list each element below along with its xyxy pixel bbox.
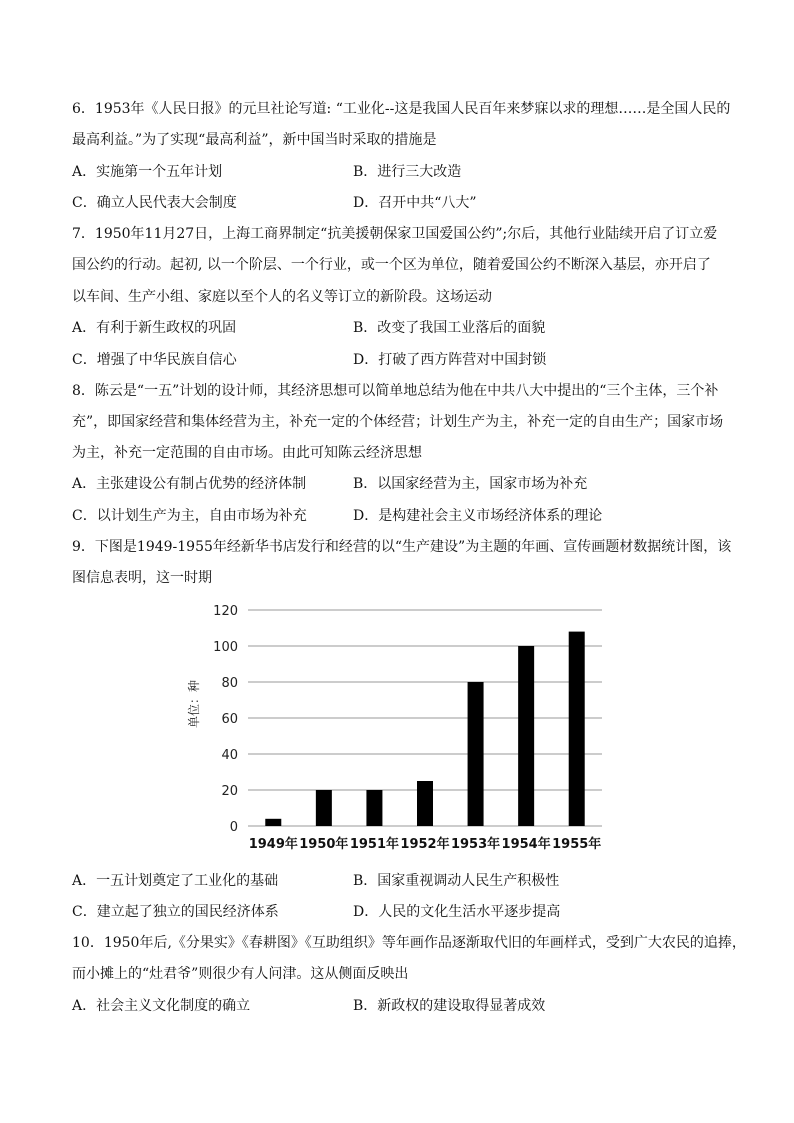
chart-bar (468, 682, 484, 826)
chart-bar (518, 646, 534, 826)
bar-chart (180, 598, 620, 860)
q9-stem-line-2: 图信息表明，这一时期 (72, 570, 212, 586)
q9-stem-line-1: 9．下图是1949-1955年经新华书店发行和经营的以“生产建设”为主题的年画、宣传画题材数据统计图，该 (72, 539, 732, 555)
chart-bar (569, 632, 585, 826)
chart-y-tick-label: 0 (229, 820, 238, 835)
q7-option-a[interactable]: A．有利于新生政权的巩固 (72, 320, 237, 336)
q9-option-a[interactable]: A．一五计划奠定了工业化的基础 (72, 873, 279, 889)
q7-option-d[interactable]: D．打破了西方阵营对中国封锁 (353, 352, 547, 368)
q6-stem-line-1: 6．1953年《人民日报》的元旦社论写道: “工业化--这是我国人民百年来梦寐以求的理想……是全国人民的 (72, 101, 731, 117)
q8-stem-line-2: 充”，即国家经营和集体经营为主，补充一定的个体经营；计划生产为主，补充一定的自由生产；国家市场 (72, 414, 724, 430)
chart-bar (265, 819, 281, 826)
q6-option-b[interactable]: B．进行三大改造 (353, 164, 462, 180)
q10-stem-line-2: 而小摊上的“灶君爷”则很少有人问津。这从侧面反映出 (72, 966, 409, 982)
chart-y-tick-label: 40 (221, 748, 238, 763)
chart-x-ticks (249, 836, 602, 852)
q8-option-d[interactable]: D．是构建社会主义市场经济体系的理论 (353, 508, 603, 524)
q6-option-c[interactable]: C．确立人民代表大会制度 (72, 195, 237, 211)
chart-y-tick-label: 60 (221, 712, 238, 727)
q8-stem-line-1: 8．陈云是“一五”计划的设计师，其经济思想可以简单地总结为他在中共八大中提出的“三个主体，三个补 (72, 383, 719, 399)
q6-stem-line-2: 最高利益。”为了实现“最高利益”，新中国当时采取的措施是 (72, 132, 437, 148)
q7-option-c[interactable]: C．增强了中华民族自信心 (72, 352, 237, 368)
chart-x-tick-label: 1953年 (450, 837, 501, 852)
q7-stem-line-3: 以车间、生产小组、家庭以至个人的名义等订立的新阶段。这场运动 (72, 289, 492, 305)
chart-x-tick-label: 1949年 (248, 837, 298, 852)
q7-option-b[interactable]: B．改变了我国工业落后的面貌 (353, 320, 546, 336)
q7-stem-line-2: 国公约的行动。起初, 以一个阶层、一个行业，或一个区为单位，随着爱国公约不断深入基层，亦开启了 (72, 257, 711, 273)
chart-y-ticks (213, 604, 238, 835)
q9-option-b[interactable]: B．国家重视调动人民生产积极性 (353, 873, 560, 889)
chart-y-axis-label: 单位：种 (187, 679, 201, 729)
chart-bars (265, 632, 584, 826)
q6-option-d[interactable]: D．召开中共“八大” (353, 195, 477, 211)
q8-option-c[interactable]: C．以计划生产为主，自由市场为补充 (72, 508, 307, 524)
q8-option-a[interactable]: A．主张建设公有制占优势的经济体制 (72, 476, 307, 492)
q6-option-a[interactable]: A．实施第一个五年计划 (72, 164, 223, 180)
q8-stem-line-3: 为主，补充一定范围的自由市场。由此可知陈云经济思想 (72, 445, 422, 461)
chart-bar (366, 790, 382, 826)
chart-x-tick-label: 1951年 (349, 837, 400, 852)
q9-option-d[interactable]: D．人民的文化生活水平逐步提高 (353, 904, 561, 920)
chart-x-tick-label: 1954年 (501, 837, 551, 852)
chart-y-tick-label: 80 (221, 676, 238, 691)
q10-option-b[interactable]: B．新政权的建设取得显著成效 (353, 998, 546, 1014)
chart-y-tick-label: 100 (213, 640, 238, 655)
chart-bar (417, 781, 433, 826)
chart-x-tick-label: 1952年 (400, 837, 450, 852)
q9-option-c[interactable]: C．建立起了独立的国民经济体系 (72, 904, 279, 920)
q10-stem-line-1: 10．1950年后,《分果实》《春耕图》《互助组织》等年画作品逐渐取代旧的年画样式，受到广大农民的追捧， (72, 935, 746, 951)
q8-option-b[interactable]: B．以国家经营为主，国家市场为补充 (353, 476, 588, 492)
chart-x-tick-label: 1950年 (299, 837, 349, 852)
q7-stem-line-1: 7．1950年11月27日，上海工商界制定“抗美援朝保家卫国爱国公约”;尔后，其他行业陆续开启了订立爱 (72, 226, 718, 242)
chart-x-tick-label: 1955年 (552, 837, 602, 852)
chart-y-tick-label: 120 (213, 604, 238, 619)
chart-bar (316, 790, 332, 826)
chart-y-tick-label: 20 (221, 784, 238, 799)
q10-option-a[interactable]: A．社会主义文化制度的确立 (72, 998, 251, 1014)
